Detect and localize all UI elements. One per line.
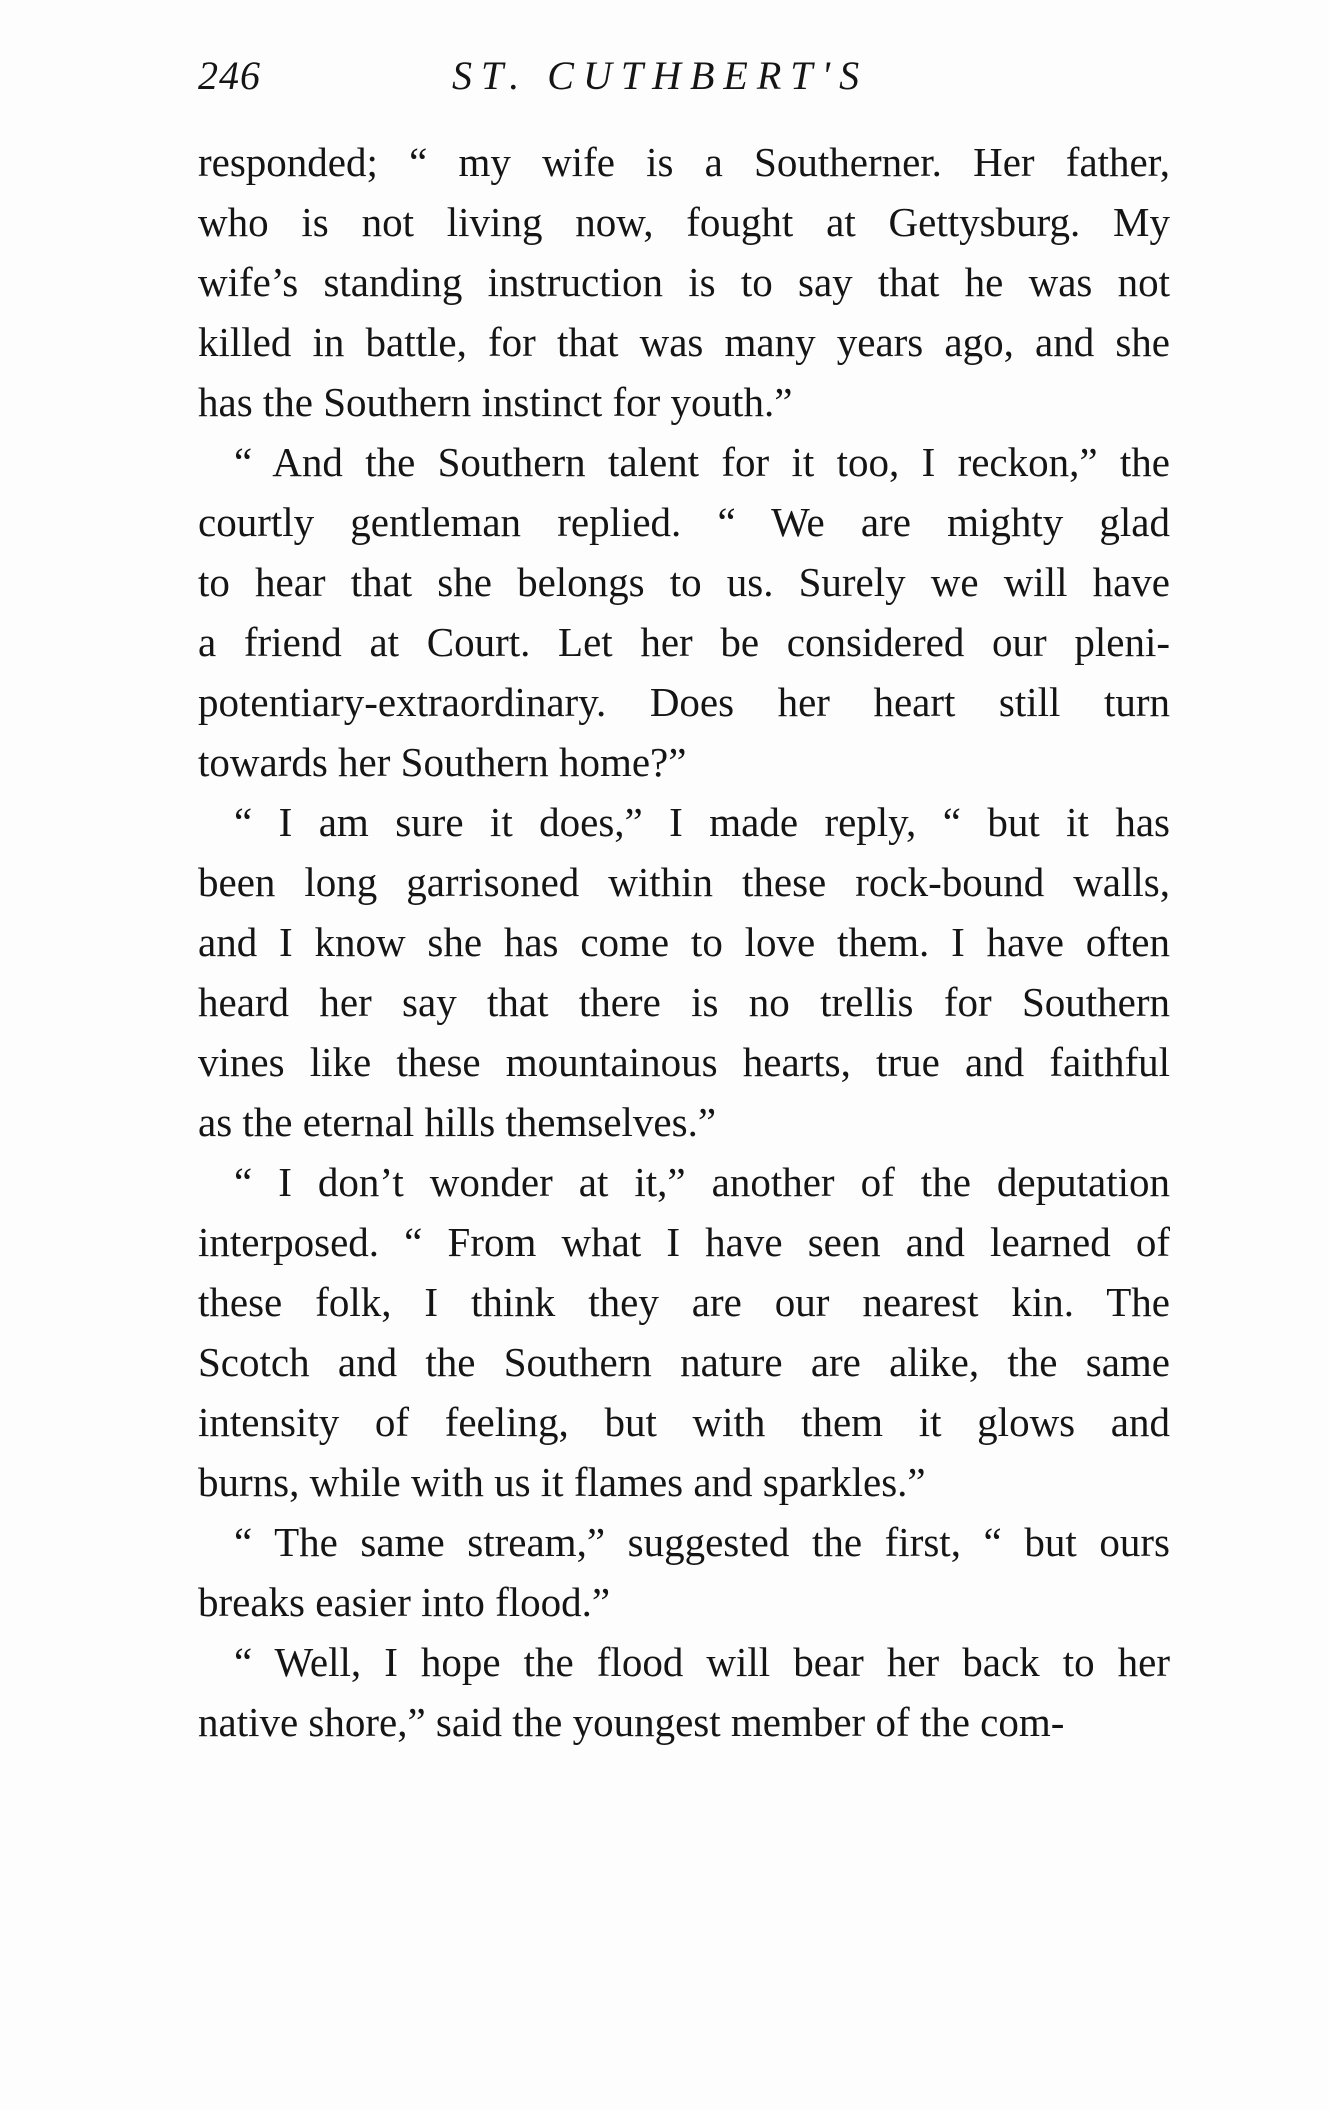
text-line: vines like these mountainous hearts, true and faithful <box>198 1039 1170 1085</box>
text-line: wife’s standing instruction is to say that he was not <box>198 259 1170 305</box>
page-number: 246 <box>198 53 261 98</box>
body-text <box>198 132 1170 1752</box>
text-line: as the eternal hills themselves.” <box>198 1099 717 1145</box>
running-head <box>198 52 1170 112</box>
running-title: ST. CUTHBERT'S <box>452 53 869 98</box>
text-line: native shore,” said the youngest member of the com- <box>198 1699 1065 1745</box>
text-line: interposed. “ From what I have seen and learned of <box>198 1219 1170 1265</box>
text-line: Scotch and the Southern nature are alike, the same <box>198 1339 1170 1385</box>
text-line: been long garrisoned within these rock-bound walls, <box>198 859 1170 905</box>
text-line: a friend at Court. Let her be considered our pleni- <box>198 619 1170 665</box>
text-line: potentiary-extraordinary. Does her heart still turn <box>198 679 1170 725</box>
text-line: to hear that she belongs to us. Surely we will have <box>198 559 1170 605</box>
text-line: intensity of feeling, but with them it glows and <box>198 1399 1170 1445</box>
text-line: who is not living now, fought at Gettysburg. My <box>198 199 1170 245</box>
text-line: killed in battle, for that was many years ago, and she <box>198 319 1170 365</box>
text-line: responded; “ my wife is a Southerner. Her father, <box>198 139 1170 185</box>
text-line: towards her Southern home?” <box>198 739 687 785</box>
text-line: burns, while with us it flames and sparkles.” <box>198 1459 926 1505</box>
text-line: “ Well, I hope the flood will bear her back to her <box>234 1639 1170 1685</box>
text-line: “ I am sure it does,” I made reply, “ but it has <box>234 799 1170 845</box>
text-line: and I know she has come to love them. I have often <box>198 919 1170 965</box>
text-line: “ And the Southern talent for it too, I reckon,” the <box>234 439 1170 485</box>
text-line: “ The same stream,” suggested the first, “ but ours <box>234 1519 1170 1565</box>
text-line: has the Southern instinct for youth.” <box>198 379 793 425</box>
text-line: “ I don’t wonder at it,” another of the deputation <box>234 1159 1170 1205</box>
text-line: breaks easier into flood.” <box>198 1579 611 1625</box>
text-line: heard her say that there is no trellis for Southern <box>198 979 1170 1025</box>
text-line: these folk, I think they are our nearest kin. The <box>198 1279 1170 1325</box>
text-line: courtly gentleman replied. “ We are mighty glad <box>198 499 1170 545</box>
